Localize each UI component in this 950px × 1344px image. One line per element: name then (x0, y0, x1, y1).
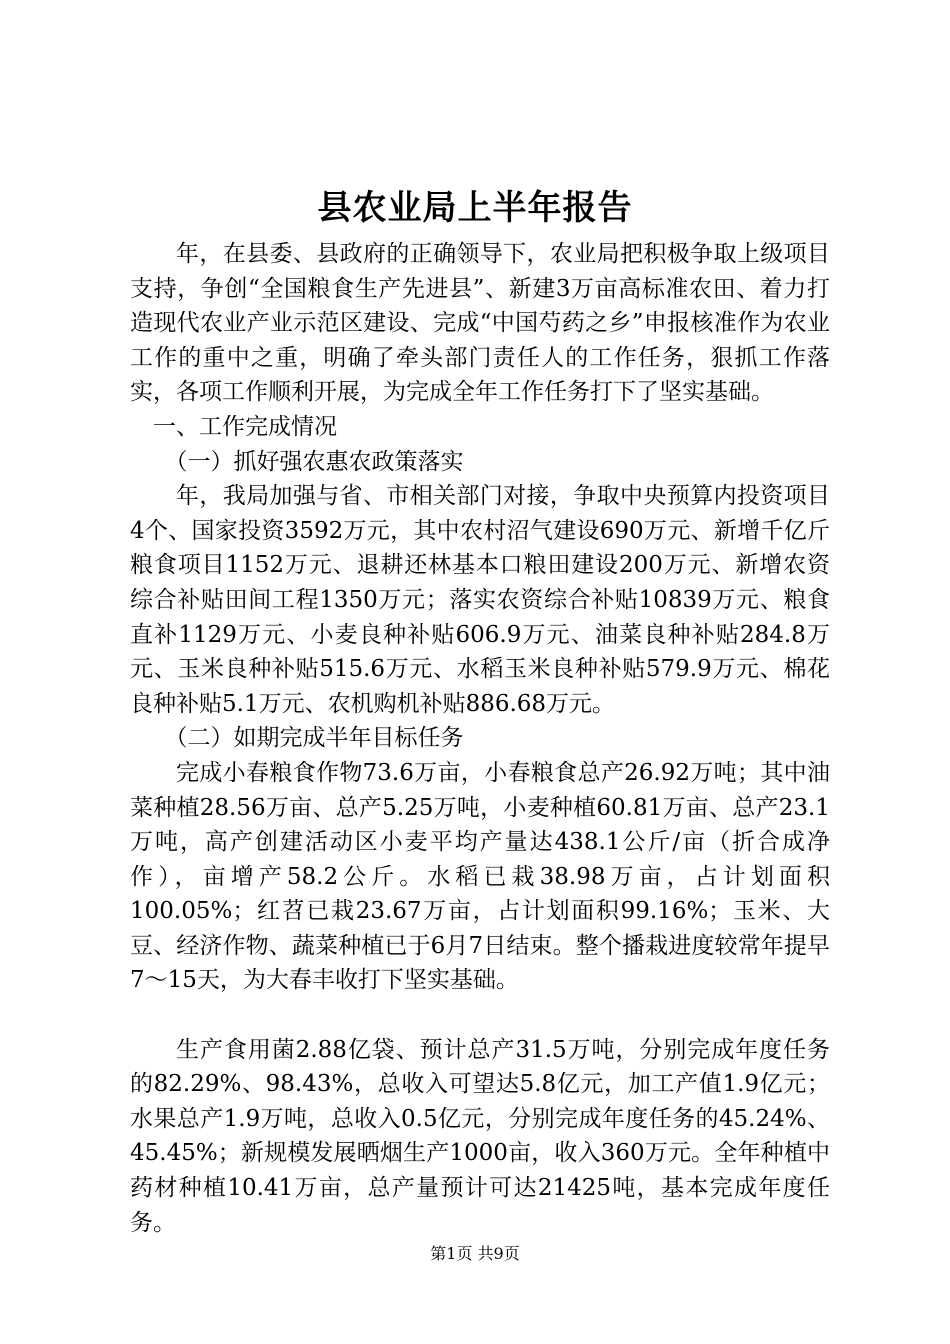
paragraph-spacer (130, 998, 830, 1033)
policy-paragraph: 年，我局加强与省、市相关部门对接，争取中央预算内投资项目4个、国家投资3592万元，其中农村沼气建设690万元、新增千亿斤粮食项目1152万元、退耕还林基本口粮田建设200万元、新增农资综合补贴田间工程1350万元；落实农资综合补贴10839万元、粮食直补1129万元、小麦良种补贴606.9万元、油菜良种补贴284.8万元、玉米良种补贴515.6万元、水稻玉米良种补贴579.9万元、棉花良种补贴5.1万元、农机购机补贴886.68万元。 (130, 483, 830, 717)
section-heading-1: 一、工作完成情况 (153, 413, 337, 440)
page-footer: 第1页 共9页 (430, 1244, 520, 1263)
document-body (130, 237, 830, 1240)
crop-paragraph: 完成小春粮食作物73.6万亩，小春粮食总产26.92万吨；其中油菜种植28.56万亩、总产5.25万吨，小麦种植60.81万亩、总产23.1万吨，高产创建活动区小麦平均产量达438.1公斤/亩（折合成净作），亩增产58.2公斤。水稻已栽38.98万亩，占计划面积100.05%；红苕已栽23.67万亩，占计划面积99.16%；玉米、大豆、经济作物、蔬菜种植已于6月7日结束。整个播栽进度较常年提早7～15天，为大春丰收打下坚实基础。 (130, 759, 830, 994)
intro-paragraph: 年，在县委、县政府的正确领导下，农业局把积极争取上级项目支持，争创“全国粮食生产先进县”、新建3万亩高标准农田、着力打造现代农业产业示范区建设、完成“中国芍药之乡”申报核准作为农业工作的重中之重，明确了牵头部门责任人的工作任务，狠抓工作落实，各项工作顺利开展，为完成全年工作任务打下了坚实基础。 (130, 241, 830, 406)
document-title: 县农业局上半年报告 (317, 188, 633, 228)
subsection-heading-1: （一）抓好强农惠农政策落实 (164, 448, 464, 475)
subsection-heading-2: （二）如期完成半年目标任务 (164, 725, 464, 752)
production-paragraph: 生产食用菌2.88亿袋、预计总产31.5万吨，分别完成年度任务的82.29%、98.43%，总收入可望达5.8亿元，加工产值1.9亿元；水果总产1.9万吨，总收入0.5亿元，分别完成年度任务的45.24%、45.45%；新规模发展晒烟生产1000亩，收入360万元。全年种植中药材种植10.41万亩，总产量预计可达21425吨，基本完成年度任务。 (130, 1036, 830, 1236)
